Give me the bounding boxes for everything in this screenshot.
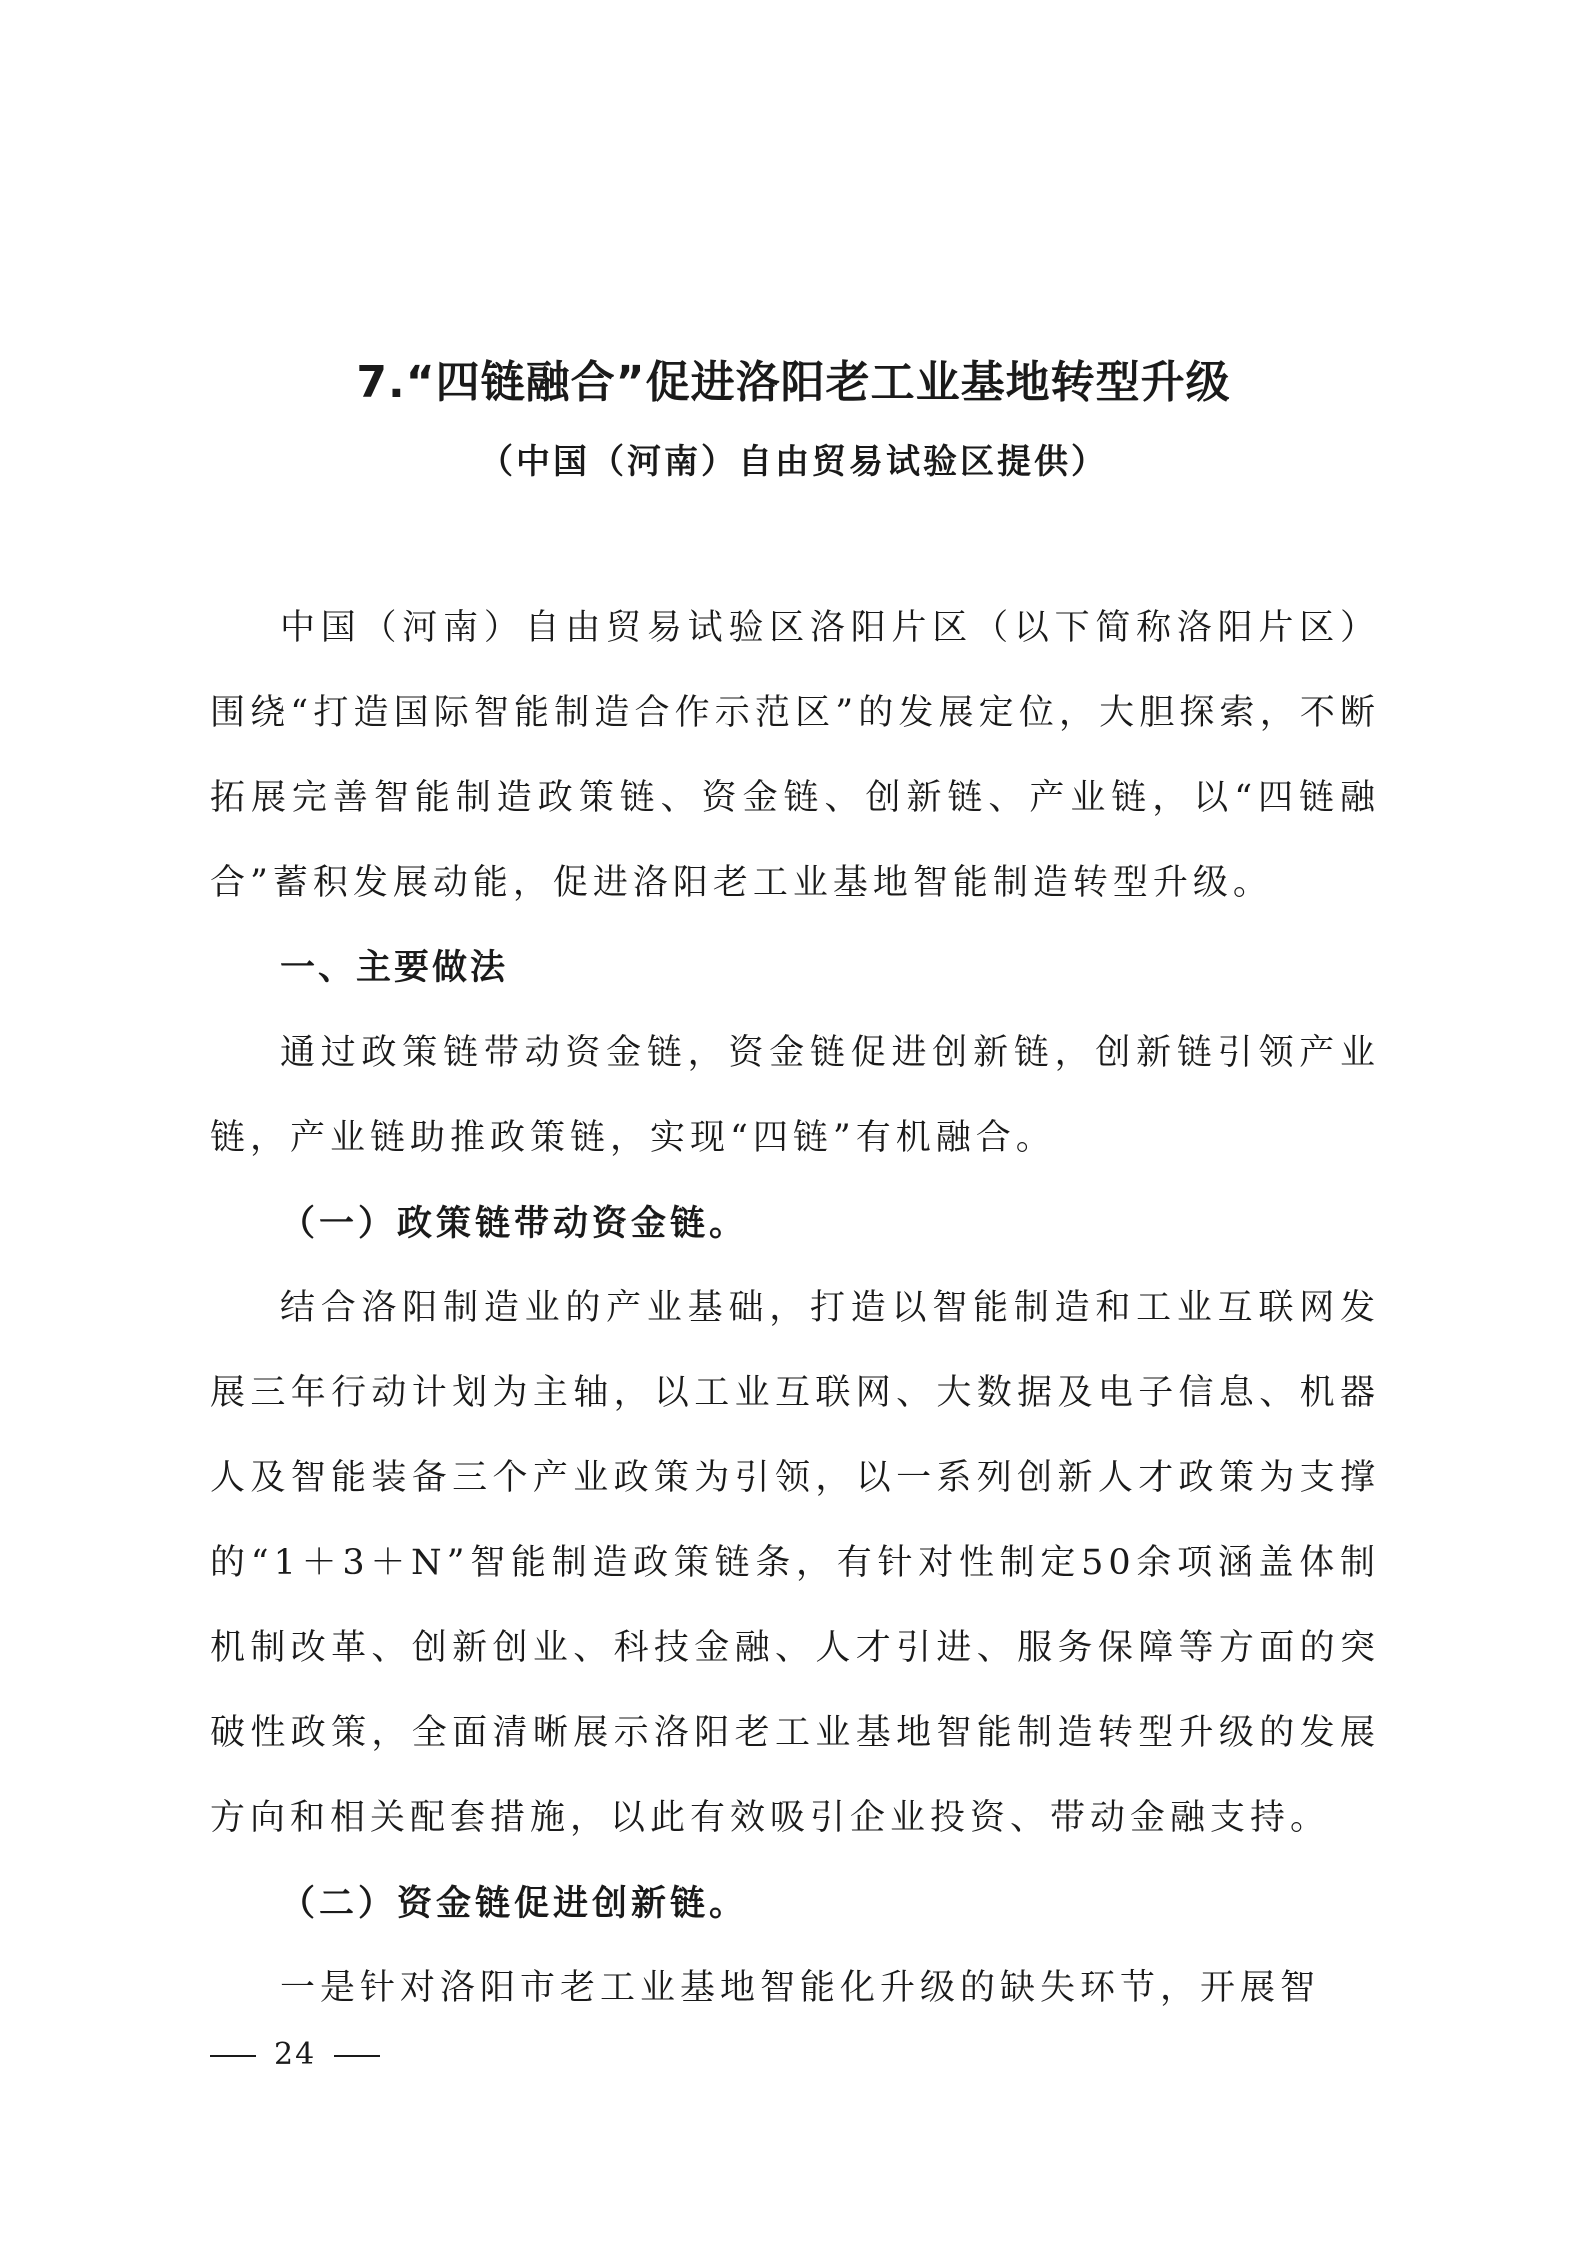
intro-paragraph: 中国（河南）自由贸易试验区洛阳片区（以下简称洛阳片区）围绕“打造国际智能制造合作示范区”的发展定位，大胆探索，不断拓展完善智能制造政策链、资金链、创新链、产业链，以“四链融合”蓄积发展动能，促进洛阳老工业基地智能制造转型升级。 — [210, 608, 1380, 903]
body-paragraph: 结合洛阳制造业的产业基础，打造以智能制造和工业互联网发展三年行动计划为主轴，以工业互联网、大数据及电子信息、机器人及智能装备三个产业政策为引领，以一系列创新人才政策为支撑的“1＋3＋N”智能制造政策链条，有针对性制定50余项涵盖体制机制改革、创新创业、科技金融、人才引进、服务保障等方面的突破性政策，全面清晰展示洛阳老工业基地智能制造转型升级的发展方向和相关配套措施，以此有效吸引企业投资、带动金融支持。 — [210, 1288, 1380, 1838]
section-heading-main-practices: 一、主要做法 — [280, 948, 509, 988]
subsection-heading-capital-chain: （二）资金链促进创新链。 — [280, 1883, 749, 1924]
page-number-footer — [210, 2030, 398, 2080]
document-subtitle: （中国（河南）自由贸易试验区提供） — [479, 442, 1108, 482]
document-body — [210, 586, 1380, 2031]
body-paragraph: 一是针对洛阳市老工业基地智能化升级的缺失环节，开展智 — [280, 1968, 1321, 2008]
dash-right — [334, 2055, 380, 2057]
dash-left — [210, 2055, 256, 2057]
body-paragraph: 通过政策链带动资金链，资金链促进创新链，创新链引领产业链，产业链助推政策链，实现“四链”有机融合。 — [210, 1033, 1380, 1158]
document-title: 7.“四链融合”促进洛阳老工业基地转型升级 — [356, 357, 1231, 408]
subsection-heading-policy-chain: （一）政策链带动资金链。 — [280, 1203, 749, 1244]
page-number: 24 — [274, 2037, 317, 2072]
